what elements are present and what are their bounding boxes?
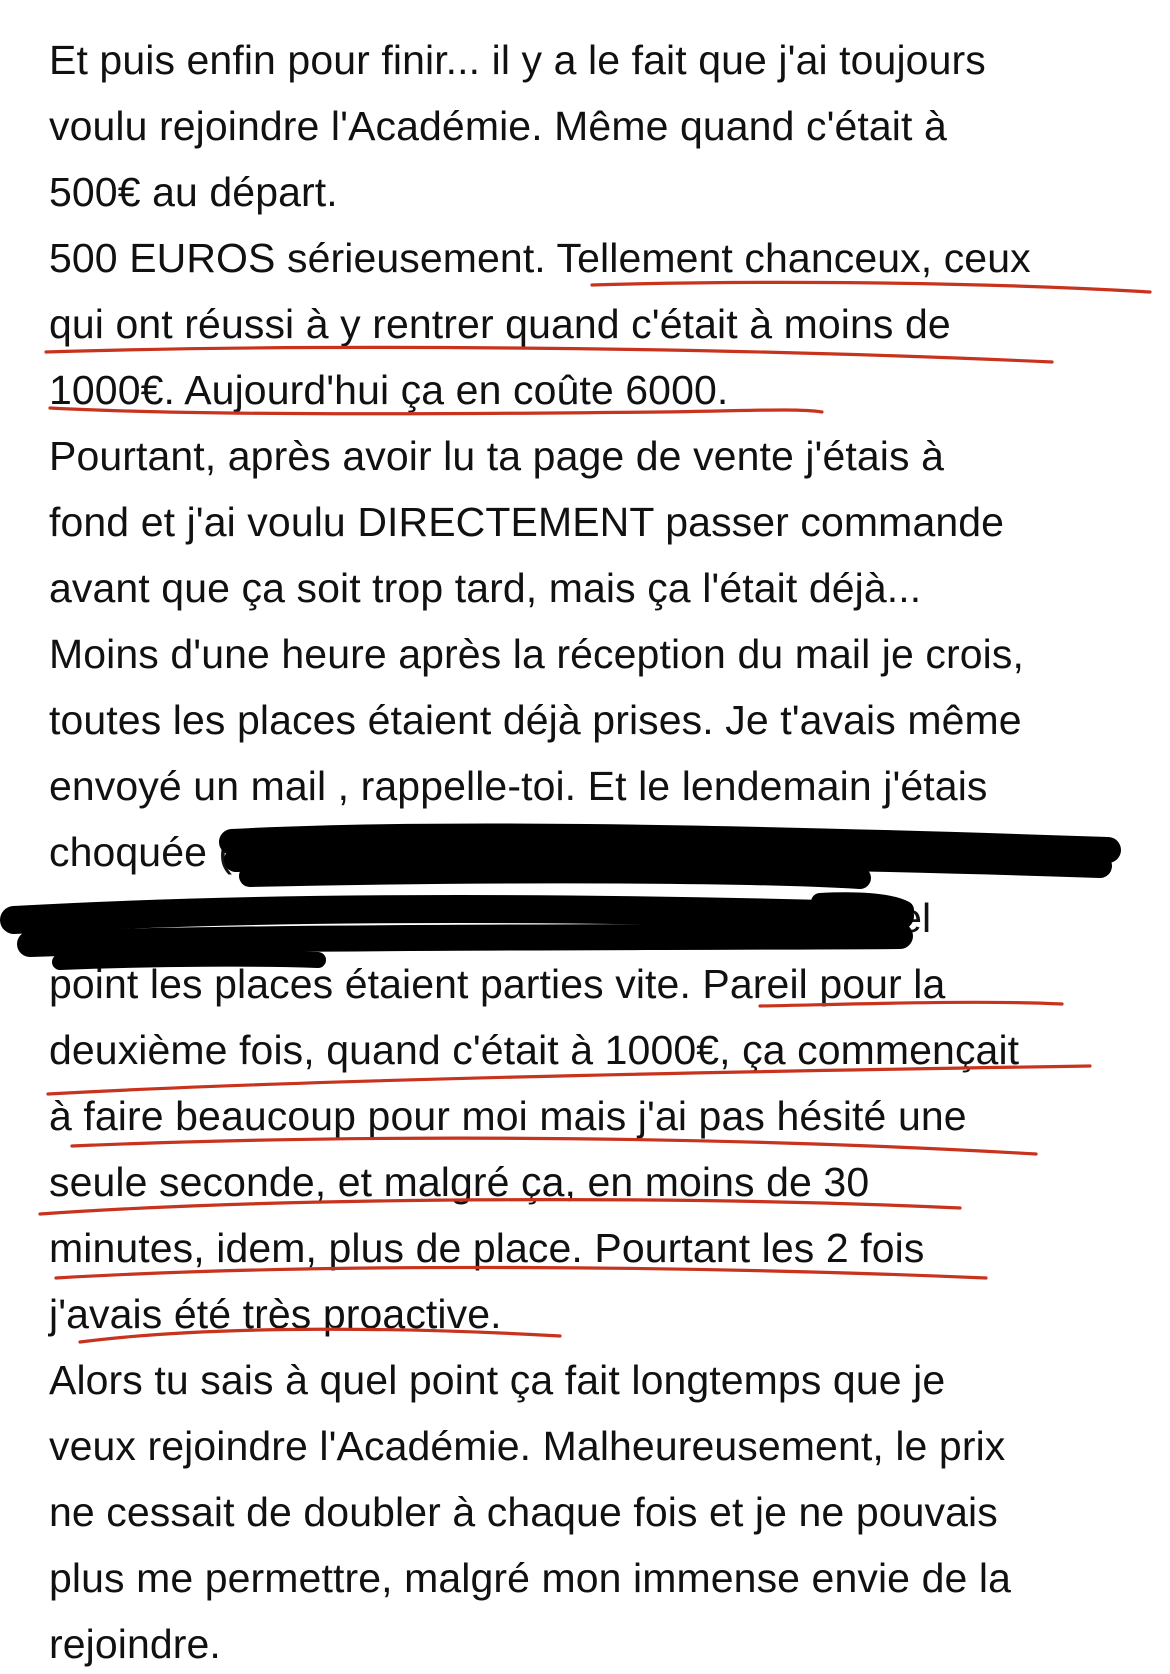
text-line: envoyé un mail , rappelle-toi. Et le lendemain j'étais bbox=[49, 763, 988, 809]
text-line: veux rejoindre l'Académie. Malheureusement, le prix bbox=[49, 1423, 1006, 1469]
text-line: 1000€. Aujourd'hui ça en coûte 6000. bbox=[49, 367, 729, 413]
text-line: avant que ça soit trop tard, mais ça l'était déjà... bbox=[49, 565, 922, 611]
text-line: toutes les places étaient déjà prises. Je t'avais même bbox=[49, 697, 1022, 743]
text-line: minutes, idem, plus de place. Pourtant les 2 fois bbox=[49, 1225, 925, 1271]
text-line: choquée ( bbox=[49, 829, 233, 875]
text-line: Et puis enfin pour finir... il y a le fait que j'ai toujours bbox=[49, 37, 986, 83]
text-line: j'avais été très proactive. bbox=[49, 1291, 502, 1337]
text-line: à faire beaucoup pour moi mais j'ai pas hésité une bbox=[49, 1093, 967, 1139]
text-line: qui ont réussi à y rentrer quand c'était à moins de bbox=[49, 301, 951, 347]
text-line: voulu rejoindre l'Académie. Même quand c'était à bbox=[49, 103, 947, 149]
text-line: Moins d'une heure après la réception du mail je crois, bbox=[49, 631, 1024, 677]
text-line: point les places étaient parties vite. Pareil pour la bbox=[49, 961, 946, 1007]
text-line: plus me permettre, malgré mon immense envie de la bbox=[49, 1555, 1011, 1601]
text-line: 500€ au départ. bbox=[49, 169, 338, 215]
text-line: seule seconde, et malgré ça, en moins de 30 bbox=[49, 1159, 870, 1205]
text-line: rejoindre. bbox=[49, 1621, 221, 1667]
text-line: fond et j'ai voulu DIRECTEMENT passer commande bbox=[49, 499, 1005, 545]
text-line: à quel bbox=[49, 895, 932, 941]
text-line: Alors tu sais à quel point ça fait longtemps que je bbox=[49, 1357, 946, 1403]
text-line: ne cessait de doubler à chaque fois et je ne pouvais bbox=[49, 1489, 998, 1535]
text-line: 500 EUROS sérieusement. Tellement chanceux, ceux bbox=[49, 235, 1031, 281]
text-line: Pourtant, après avoir lu ta page de vente j'étais à bbox=[49, 433, 944, 479]
text-line: deuxième fois, quand c'était à 1000€, ça commençait bbox=[49, 1027, 1020, 1073]
